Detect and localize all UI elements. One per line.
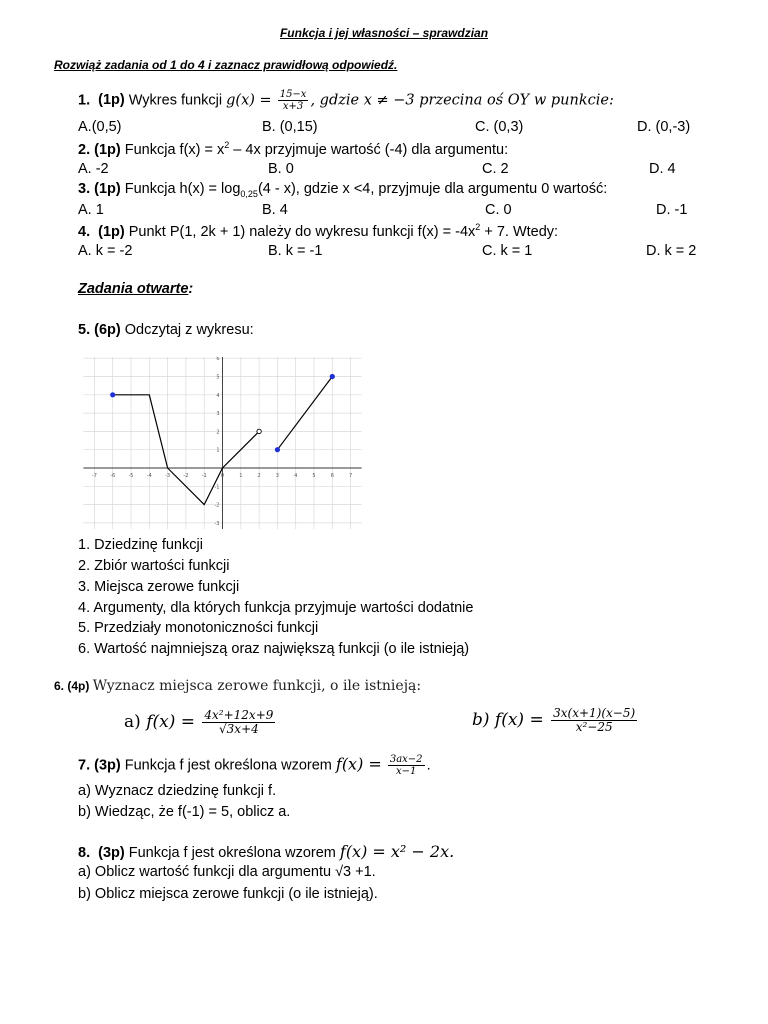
question-3 [78, 181, 607, 199]
x-tick-label: -3 [165, 473, 171, 479]
q1-number: 1. [78, 92, 91, 109]
q4-number: 4. [78, 223, 91, 240]
q2-points: (1p) [94, 141, 121, 158]
y-tick-label: 2 [216, 429, 220, 436]
page-title: Funkcja i jej własności – sprawdzian [279, 26, 489, 40]
x-tick-label: -5 [128, 473, 134, 479]
x-tick-label: 2 [257, 473, 261, 479]
q6-points: (4p) [67, 679, 90, 693]
q4-points: (1p) [98, 223, 125, 240]
open-tasks-heading-colon: : [188, 281, 194, 297]
q3-number: 3. [78, 181, 91, 197]
q5-number: 5. [78, 322, 91, 338]
q6-part-a [124, 709, 277, 736]
q3-points: (1p) [94, 181, 121, 197]
q5-points: (6p) [94, 322, 121, 338]
q6-a-label: a) [124, 712, 141, 733]
y-tick-label: 3 [216, 411, 220, 418]
x-tick-label: -6 [110, 473, 116, 479]
q4-option-b: B. k = -1 [268, 243, 323, 259]
q5-item-2: 2. Zbiór wartości funkcji [78, 558, 230, 574]
filled-point [275, 447, 280, 452]
q6-b-den: x²−25 [575, 720, 613, 735]
q1-func: g(x) = [226, 92, 272, 109]
q4-option-a: A. k = -2 [78, 243, 133, 259]
q8-text: Funkcja f jest określona wzorem [128, 845, 336, 861]
q3-option-d: D. -1 [656, 202, 688, 218]
y-tick-label: -2 [214, 502, 220, 509]
q1-text: Wykres funkcji [128, 92, 223, 109]
q8-part-b: b) Oblicz miejsca zerowe funkcji (o ile istnieją). [78, 886, 378, 902]
q1-tail: , gdzie x ≠ −3 przecina oś OY w punkcie: [310, 92, 614, 109]
q6-b-fraction [551, 707, 637, 734]
q2-sup: 2 [224, 140, 230, 150]
q6-b-func: f(x) = [494, 710, 544, 731]
x-tick-label: 6 [330, 473, 334, 479]
graph-axes [83, 357, 361, 529]
q8-number: 8. [78, 845, 91, 861]
q7-frac-num: 3ax−2 [389, 754, 423, 765]
q6-b-num: 3x(x+1)(x−5) [553, 706, 636, 720]
q5-item-5: 5. Przedziały monotoniczności funkcji [78, 620, 319, 636]
question-7 [78, 754, 431, 777]
q1-option-b: B. (0,15) [262, 119, 318, 135]
q2-text-b: – 4x przyjmuje wartość (-4) dla argumentu: [229, 141, 509, 158]
q7-points: (3p) [94, 757, 121, 774]
q1-fraction [278, 89, 309, 112]
q1-option-d: D. (0,-3) [637, 119, 691, 135]
q8-formula: f(x) = x² − 2x. [339, 842, 455, 861]
q7-part-b: b) Wiedząc, że f(-1) = 5, oblicz a. [78, 804, 291, 820]
q7-func: f(x) = [335, 754, 382, 774]
question-2 [78, 140, 508, 158]
q1-option-c: C. (0,3) [475, 119, 524, 135]
q1-points: (1p) [98, 92, 125, 109]
y-tick-label: 4 [216, 392, 220, 399]
q2-option-c: C. 2 [482, 161, 509, 177]
q6-a-func: f(x) = [146, 712, 195, 733]
filled-point [330, 374, 335, 379]
filled-point [110, 392, 115, 397]
q4-text-a: Punkt P(1, 2k + 1) należy do wykresu funkcji f(x) = -4x [128, 223, 476, 240]
y-tick-label: 1 [216, 447, 220, 454]
open-tasks-heading [78, 281, 193, 297]
q7-text: Funkcja f jest określona wzorem [124, 757, 332, 774]
x-tick-label: 4 [294, 473, 298, 479]
y-tick-label: 5 [216, 374, 220, 381]
q7-frac-den: x−1 [396, 766, 417, 777]
instruction: Rozwiąż zadania od 1 do 4 i zaznacz prawidłową odpowiedź. [54, 58, 398, 72]
q4-sup: 2 [475, 222, 481, 232]
q3-text-a: Funkcja h(x) = log [124, 181, 241, 197]
q8-part-a: a) Oblicz wartość funkcji dla argumentu √3 +1. [78, 864, 376, 880]
q5-item-3: 3. Miejsca zerowe funkcji [78, 579, 240, 595]
q4-option-c: C. k = 1 [482, 243, 533, 259]
q2-option-b: B. 0 [268, 161, 294, 177]
q3-option-a: A. 1 [78, 202, 104, 218]
q6-a-num: 4x²+12x+9 [204, 708, 274, 722]
q3-text-b: (4 - x), gdzie x <4, przyjmuje dla argumentu 0 wartość: [257, 181, 608, 197]
q1-frac-den: x+3 [282, 101, 304, 112]
x-tick-label: 5 [312, 473, 316, 479]
y-tick-label: 6 [216, 357, 220, 363]
q8-points: (3p) [98, 845, 125, 861]
q2-option-a: A. -2 [78, 161, 109, 177]
question-1 [78, 89, 614, 112]
q2-option-d: D. 4 [649, 161, 676, 177]
q4-option-d: D. k = 2 [646, 243, 697, 259]
open-point [257, 429, 261, 433]
open-tasks-heading-text: Zadania otwarte [78, 281, 189, 297]
q6-text: Wyznacz miejsca zerowe funkcji, o ile istnieją: [92, 678, 422, 694]
q5-item-4: 4. Argumenty, dla których funkcja przyjmuje wartości dodatnie [78, 600, 474, 616]
q7-fraction [388, 754, 425, 777]
question-8 [78, 842, 454, 861]
question-6 [54, 678, 421, 694]
q6-a-den: √3x+4 [219, 722, 259, 737]
x-tick-label: -7 [91, 473, 97, 479]
q6-part-b [472, 707, 639, 734]
q7-part-a: a) Wyznacz dziedzinę funkcji f. [78, 783, 277, 799]
q5-item-1: 1. Dziedzinę funkcji [78, 537, 203, 553]
q2-number: 2. [78, 141, 91, 158]
q3-sub: 0,25 [240, 188, 258, 199]
q4-text-b: + 7. Wtedy: [480, 223, 559, 240]
y-tick-label: -1 [214, 484, 220, 491]
q6-b-label: b) [472, 710, 490, 731]
q6-a-fraction [202, 709, 275, 736]
x-tick-label: -2 [183, 473, 189, 479]
function-graph [80, 357, 370, 529]
y-tick-label: -3 [214, 520, 220, 527]
q7-end: . [426, 757, 431, 774]
q7-number: 7. [78, 757, 91, 774]
x-tick-label: 0 [220, 473, 225, 479]
q6-number: 6. [54, 679, 65, 693]
x-tick-label: 1 [239, 473, 243, 479]
q3-option-b: B. 4 [262, 202, 288, 218]
q5-text: Odczytaj z wykresu: [124, 322, 254, 338]
q5-item-6: 6. Wartość najmniejszą oraz największą funkcji (o ile istnieją) [78, 641, 470, 657]
q2-text-a: Funkcja f(x) = x [124, 141, 225, 158]
x-tick-label: 7 [349, 473, 353, 479]
q1-option-a: A.(0,5) [78, 119, 122, 135]
q3-option-c: C. 0 [485, 202, 512, 218]
question-5 [78, 322, 254, 338]
x-tick-label: -4 [146, 473, 152, 479]
question-4 [78, 222, 558, 240]
q1-frac-num: 15−x [279, 89, 307, 100]
x-tick-label: -1 [201, 473, 207, 479]
x-tick-label: 3 [275, 473, 279, 479]
